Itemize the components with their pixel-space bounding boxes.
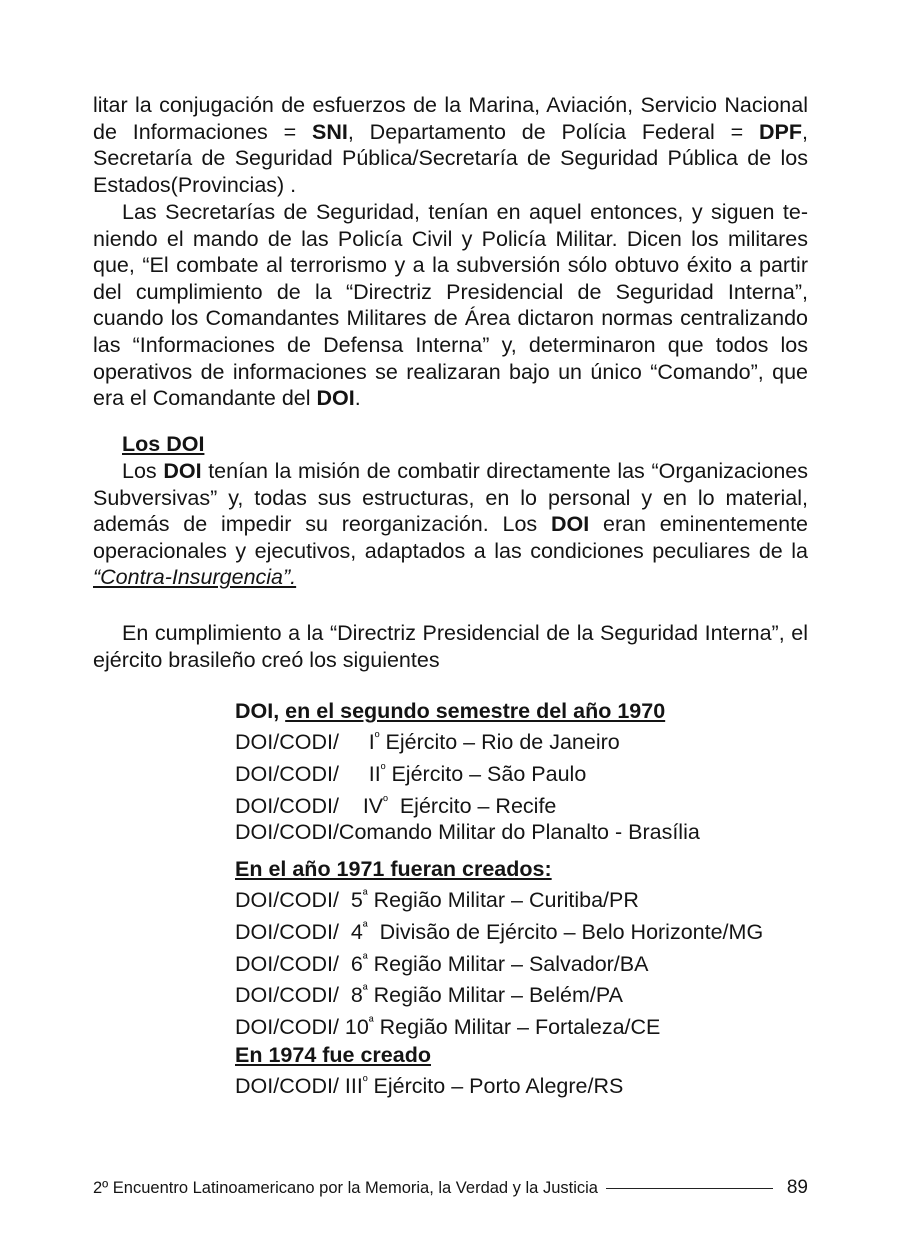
- list-heading-1971: En el año 1971 fueran creados:: [235, 857, 552, 881]
- list-heading-1970: DOI, en el segundo semestre del año 1970: [235, 699, 666, 723]
- section-heading-los-doi: Los DOI: [122, 432, 205, 456]
- page-number: 89: [786, 1177, 808, 1198]
- text-run: tenían la misión de combatir directamente las “Organizaciones Subversivas” y, todas sus estructuras, en lo personal y en lo material, además de impedir su reorganización. Los: [93, 459, 808, 537]
- paragraph-secretarias: [93, 199, 808, 412]
- text-run: En cumplimiento a la “Directriz Presidencial de la Seguridad Interna”, el ejército brasileño creó los siguientes: [93, 621, 808, 672]
- paragraph-cumplimiento: [93, 620, 808, 673]
- text-run: .: [354, 386, 361, 411]
- italic-term: “Contra-Insurgencia”.: [93, 565, 297, 590]
- footer-rule: [606, 1188, 773, 1189]
- list-doi-1970: [235, 698, 700, 846]
- doi-codi-entry: DOI/CODI/ $II^º$ Ejército – São Paulo: [235, 760, 587, 787]
- footer-title: 2º Encuentro Latinoamericano por la Memoria, la Verdad y la Justicia: [93, 1178, 598, 1197]
- doi-codi-entry: DOI/CODI/Comando Militar do Planalto - Brasília: [235, 820, 700, 845]
- text-run: litar la conjugación de esfuerzos de la Marina, Aviación, Servicio Nacional de Informaciones =: [93, 93, 808, 144]
- text-run: Las Secretarías de Seguridad, tenían en aquel entonces, y siguen teniendo el mando de las Policía Civil y Policía Militar. Dicen los militares que, “El combate al terrorismo y a la subversión sólo obtuvo éxito a partir del cumplimiento de la “Directriz Presidencial de Seguridad Interna”, cuando los Comandantes Militares de Área dictaron normas centralizando las “Informaciones de Defensa Interna” y, determinaron que todos los operativos de informaciones se realizaran bajo un único “Comando”, que era el Comandante del: [93, 200, 808, 411]
- paragraph-doi-mission: [93, 458, 808, 591]
- doi-codi-entry: DOI/CODI/ $5^ª$ Região Militar – Curitiba/PR: [235, 887, 639, 913]
- list-heading-1974: En 1974 fue creado: [235, 1043, 431, 1067]
- doi-codi-entry: DOI/CODI/ $IV^º$ Ejército – Recife: [235, 792, 557, 818]
- text-run: , Departamento de Polícia Federal =: [347, 119, 759, 144]
- doi-codi-entry: DOI/CODI/ $10^ª$ Região Militar – Fortaleza/CE: [235, 1013, 661, 1039]
- doi-codi-entry: DOI/CODI/ $8^ª$ Região Militar – Belém/PA: [235, 982, 623, 1008]
- doi-codi-entry: DOI/CODI/ $I^º$ Ejército – Rio de Janeiro: [235, 729, 620, 755]
- doi-codi-entry: DOI/CODI/ $III^º$ Ejército – Porto Alegre/RS: [235, 1073, 624, 1099]
- bold-acronym: SNI: [312, 119, 348, 144]
- bold-acronym: DOI: [163, 459, 202, 483]
- bold-acronym: DPF: [759, 119, 802, 144]
- doi-codi-entry: DOI/CODI/ $4^ª$ Divisão de Ejército – Belo Horizonte/MG: [235, 918, 764, 945]
- list-doi-1971: [235, 856, 763, 1040]
- paragraph-intro: [93, 92, 808, 198]
- text-run: , Secretaría de Seguridad Pública/Secretaría de Seguridad Pública de los Estados(Provincias) .: [93, 119, 808, 197]
- page-footer: [93, 1177, 808, 1199]
- doi-codi-entry: DOI/CODI/ $6^ª$ Região Militar – Salvador/BA: [235, 950, 649, 976]
- bold-acronym: DOI: [316, 386, 355, 411]
- text-run: Los: [122, 459, 164, 483]
- text-run: eran eminentemente operacionales y ejecutivos, adaptados a las condiciones peculiares de la: [93, 512, 808, 563]
- list-doi-1974: [235, 1042, 623, 1100]
- bold-acronym: DOI: [550, 512, 590, 537]
